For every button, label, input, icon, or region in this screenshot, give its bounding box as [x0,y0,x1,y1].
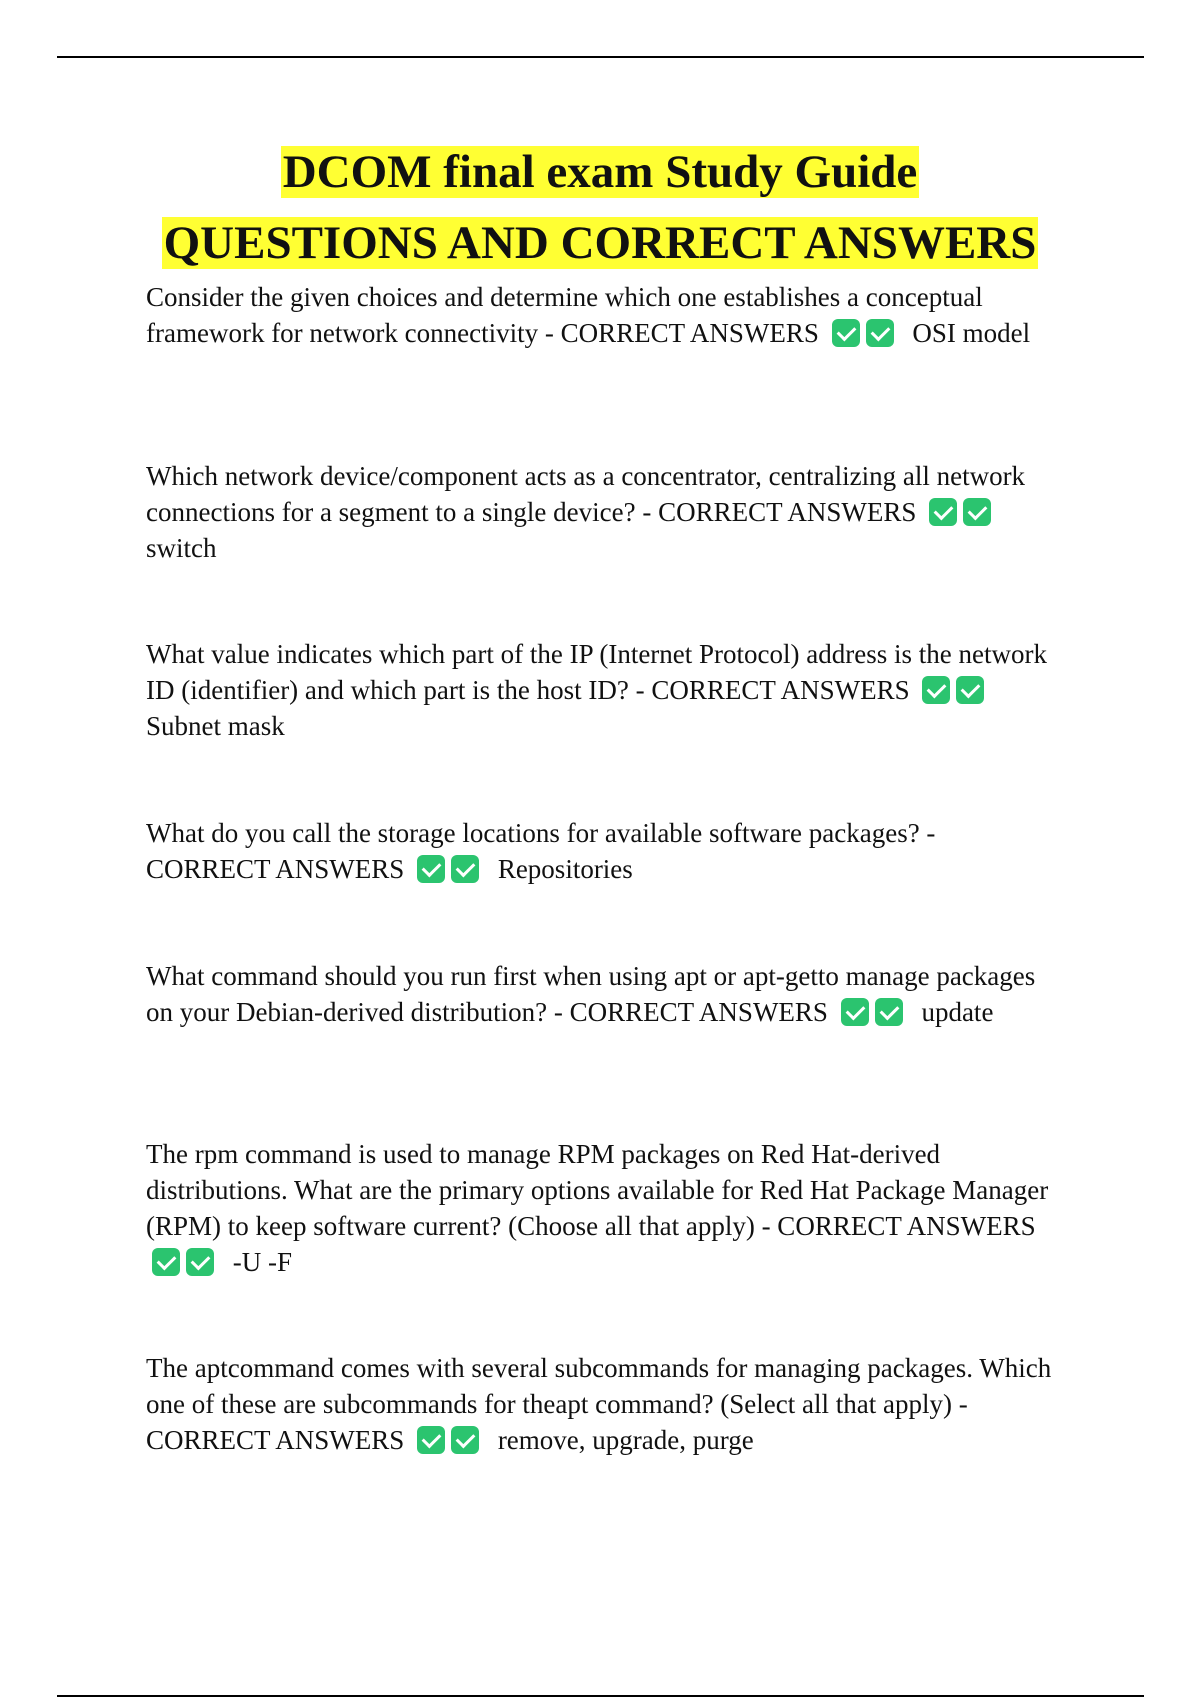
checkmark-icon [451,855,479,883]
answer-text: -U -F [232,1247,292,1277]
answer-text: remove, upgrade, purge [497,1425,754,1455]
title-line-2: QUESTIONS AND CORRECT ANSWERS [163,217,1037,269]
question-text: Which network device/component acts as a concentrator, centralizing all network connections for a segment to a single device? - CORRECT ANSWERS [146,461,1026,527]
answer-text: update [921,997,994,1027]
bottom-divider [57,1695,1144,1697]
checkmark-icon [417,1426,445,1454]
answer-text: OSI model [912,318,1031,348]
qa-item-3 [146,636,1066,744]
question-text: The aptcommand comes with several subcommands for managing packages. Which one of these are subcommands for theapt command? (Select all that apply) - CORRECT ANSWERS [146,1353,1052,1455]
checkmark-icon [929,498,957,526]
checkmark-icon [922,676,950,704]
checkmark-icon [451,1426,479,1454]
answer-text: switch [146,533,217,563]
qa-item-5 [146,958,1066,1030]
question-text: What do you call the storage locations for available software packages? - CORRECT ANSWERS [146,818,936,884]
answer-text: Subnet mask [146,711,285,741]
qa-item-1 [146,279,1066,351]
checkmark-icon [875,998,903,1026]
top-divider [57,56,1144,58]
question-text: Consider the given choices and determine which one establishes a conceptual framework for network connectivity - CORRECT ANSWERS [146,282,983,348]
checkmark-icon [866,319,894,347]
title-line-1: DCOM final exam Study Guide [282,146,918,198]
qa-item-2 [146,458,1066,566]
checkmark-icon [956,676,984,704]
checkmark-icon [841,998,869,1026]
checkmark-icon [186,1248,214,1276]
question-text: The rpm command is used to manage RPM packages on Red Hat-derived distributions. What are the primary options available for Red Hat Package Manager (RPM) to keep software current? (Choose all that apply) - CORRECT ANSWERS [146,1139,1049,1241]
checkmark-icon [152,1248,180,1276]
checkmark-icon [417,855,445,883]
qa-item-4 [146,815,1066,887]
question-text: What command should you run first when using apt or apt-getto manage packages on your Debian-derived distribution? - CORRECT ANSWERS [146,961,1036,1027]
question-text: What value indicates which part of the IP (Internet Protocol) address is the network ID (identifier) and which part is the host ID? - CORRECT ANSWERS [146,639,1047,705]
document-title [0,142,1200,284]
answer-text: Repositories [497,854,633,884]
checkmark-icon [832,319,860,347]
qa-item-7 [146,1350,1066,1458]
qa-item-6 [146,1136,1066,1280]
checkmark-icon [963,498,991,526]
